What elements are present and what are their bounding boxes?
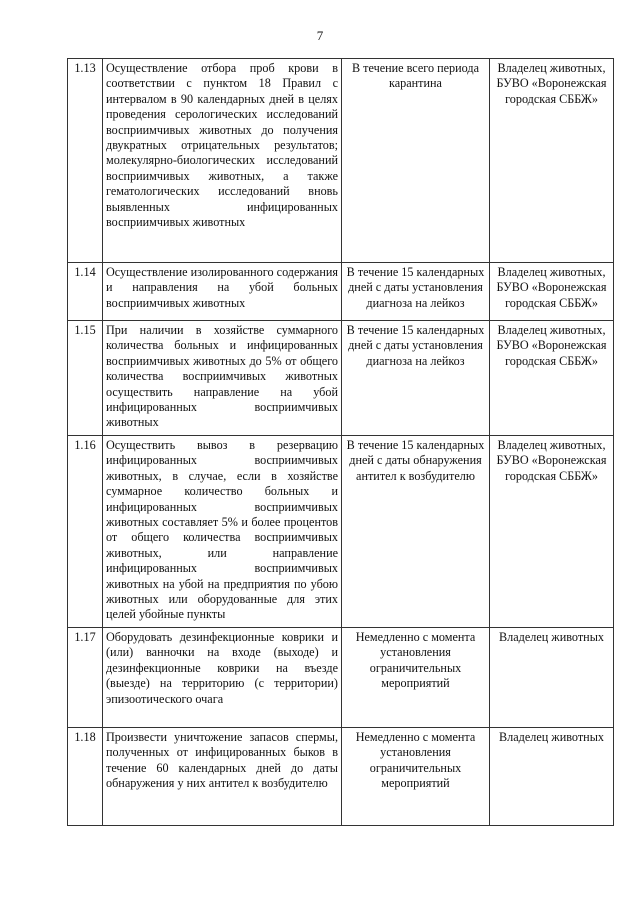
table-row (68, 59, 614, 263)
measure-description: Произвести уничтожение запасов спермы, полученных от инфицированных быков в течение 60 календарных дней до даты обнаружения у них антител к возбудителю (103, 728, 342, 826)
item-number: 1.14 (68, 263, 103, 321)
item-number: 1.13 (68, 59, 103, 263)
measure-responsible: Владелец животных, БУВО «Воронежская городская СББЖ» (490, 321, 614, 436)
table-row (68, 628, 614, 728)
measure-description: При наличии в хозяйстве суммарного количества больных и инфицированных восприимчивых животных до 5% от общего количества восприимчивых животных осуществить направление на убой инфицированных восприимчивых животных (103, 321, 342, 436)
measure-term: В течение 15 календарных дней с даты обнаружения антител к возбудителю (342, 436, 490, 628)
item-number: 1.16 (68, 436, 103, 628)
table-row (68, 728, 614, 826)
measure-responsible: Владелец животных, БУВО «Воронежская городская СББЖ» (490, 263, 614, 321)
measures-table (67, 58, 614, 826)
measure-description: Осуществить вывоз в резервацию инфицированных восприимчивых животных, в случае, если в хозяйстве суммарное количество больных и инфицированных восприимчивых животных составляет 5% и более процентов от общего количества восприимчивых животных, или направление инфицированных восприимчивых животных на убой на предприятия по убою животных или оборудованные для этих целей убойные пункты (103, 436, 342, 628)
page-number: 7 (316, 28, 324, 43)
measure-responsible: Владелец животных (490, 728, 614, 826)
table-row (68, 321, 614, 436)
measure-description: Оборудовать дезинфекционные коврики и (или) ванночки на входе (выходе) и дезинфекционные коврики на въезде (выезде) на территорию (с территории) эпизоотического очага (103, 628, 342, 728)
measure-description: Осуществление отбора проб крови в соответствии с пунктом 18 Правил с интервалом в 90 календарных дней в целях проведения серологических исследований восприимчивых животных до получения двукратных отрицательных результатов; молекулярно-биологических исследований восприимчивых животных, а также гематологических исследований вновь выявленных инфицированных восприимчивых животных (103, 59, 342, 263)
measure-responsible: Владелец животных, БУВО «Воронежская городская СББЖ» (490, 436, 614, 628)
measure-term: Немедленно с момента установления ограничительных мероприятий (342, 728, 490, 826)
measure-term: В течение 15 календарных дней с даты установления диагноза на лейкоз (342, 321, 490, 436)
item-number: 1.18 (68, 728, 103, 826)
measure-term: В течение всего периода карантина (342, 59, 490, 263)
measure-responsible: Владелец животных (490, 628, 614, 728)
measure-term: Немедленно с момента установления ограничительных мероприятий (342, 628, 490, 728)
item-number: 1.15 (68, 321, 103, 436)
table-row (68, 436, 614, 628)
measure-responsible: Владелец животных, БУВО «Воронежская городская СББЖ» (490, 59, 614, 263)
item-number: 1.17 (68, 628, 103, 728)
table-row (68, 263, 614, 321)
measure-description: Осуществление изолированного содержания и направления на убой больных восприимчивых животных (103, 263, 342, 321)
measure-term: В течение 15 календарных дней с даты установления диагноза на лейкоз (342, 263, 490, 321)
